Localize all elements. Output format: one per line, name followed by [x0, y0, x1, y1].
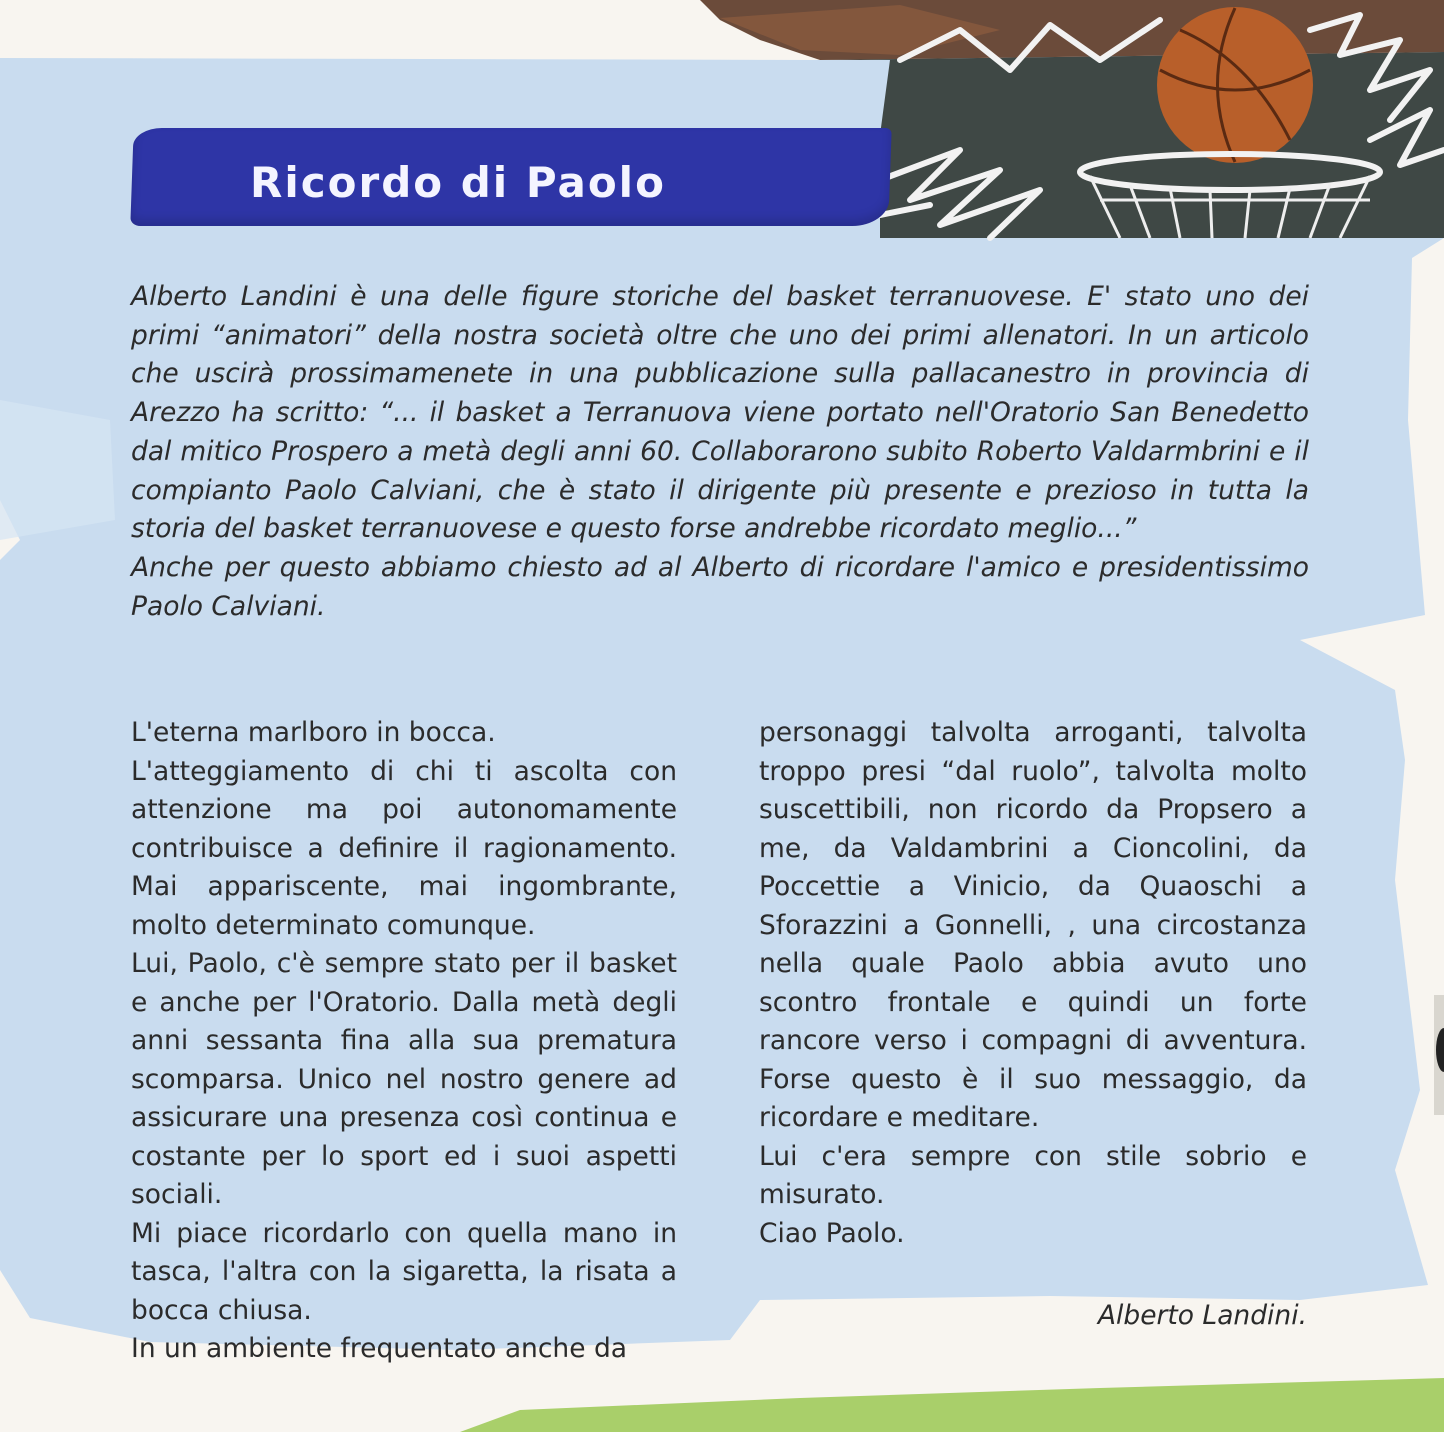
intro-text: [131, 278, 1309, 626]
article-paragraph: L'atteggiamento di chi ti ascolta con attenzione ma poi autonomamente contribuisce a definire il ragionamento. Mai appariscente, mai ingombrante, molto determinato comunque.: [131, 755, 677, 941]
author-signature: Alberto Landini.: [1097, 1300, 1307, 1331]
intro-paragraph: Alberto Landini è una delle figure storiche del basket terranuovese. E' stato uno dei primi “animatori” della nostra società oltre che uno dei primi allenatori. In un articolo che uscirà prossimamenete in una pubblicazione sulla pallacanestro in provincia di Arezzo ha scritto: “... il basket a Terranuova viene portato nell'Oratorio San Benedetto dal mitico Prospero a metà degli anni 60. Collaborarono subito Roberto Valdarmbrini e il compianto Paolo Calviani, che è stato il dirigente più presente e prezioso in tutta la storia del basket terranuovese e questo forse andrebbe ricordato meglio...”: [131, 281, 1309, 545]
article-paragraph: Lui c'era sempre con stile sobrio e misurato.: [759, 1140, 1307, 1210]
article-paragraph: personaggi talvolta arroganti, talvolta troppo presi “dal ruolo”, talvolta molto suscettibili, non ricordo da Propsero a me, da Valdambrini a Cioncolini, da Poccettie a Vinicio, da Quaoschi a Sforazzini a Gonnelli, , una circostanza nella quale Paolo abbia avuto uno scontro frontale e quindi un forte rancore verso i compagni di avventura. Forse questo è il suo messaggio, da ricordare e meditare.: [759, 717, 1307, 1133]
blue-wash-left-notch: [0, 400, 115, 540]
green-strip: [460, 1378, 1444, 1432]
article-left-column: [131, 714, 677, 1369]
article-paragraph: Mi piace ricordarlo con quella mano in tasca, l'altra con la sigaretta, la risata a bocca chiusa.: [131, 1217, 677, 1326]
article-paragraph: Lui, Paolo, c'è sempre stato per il basket e anche per l'Oratorio. Dalla metà degli anni sessanta fina alla sua prematura scomparsa. Unico nel nostro genere ad assicurare una presenza così continua e costante per lo sport ed i suoi aspetti sociali.: [131, 948, 677, 1210]
page-title: Ricordo di Paolo: [250, 158, 666, 207]
article-paragraph: In un ambiente frequentato anche da: [131, 1333, 628, 1364]
article-paragraph: Ciao Paolo.: [759, 1217, 905, 1249]
article-right-column: [759, 714, 1307, 1253]
intro-paragraph: Anche per questo abbiamo chiesto ad al Alberto di ricordare l'amico e presidentissimo Paolo Calviani.: [131, 551, 1309, 622]
article-paragraph: L'eterna marlboro in bocca.: [131, 717, 496, 748]
